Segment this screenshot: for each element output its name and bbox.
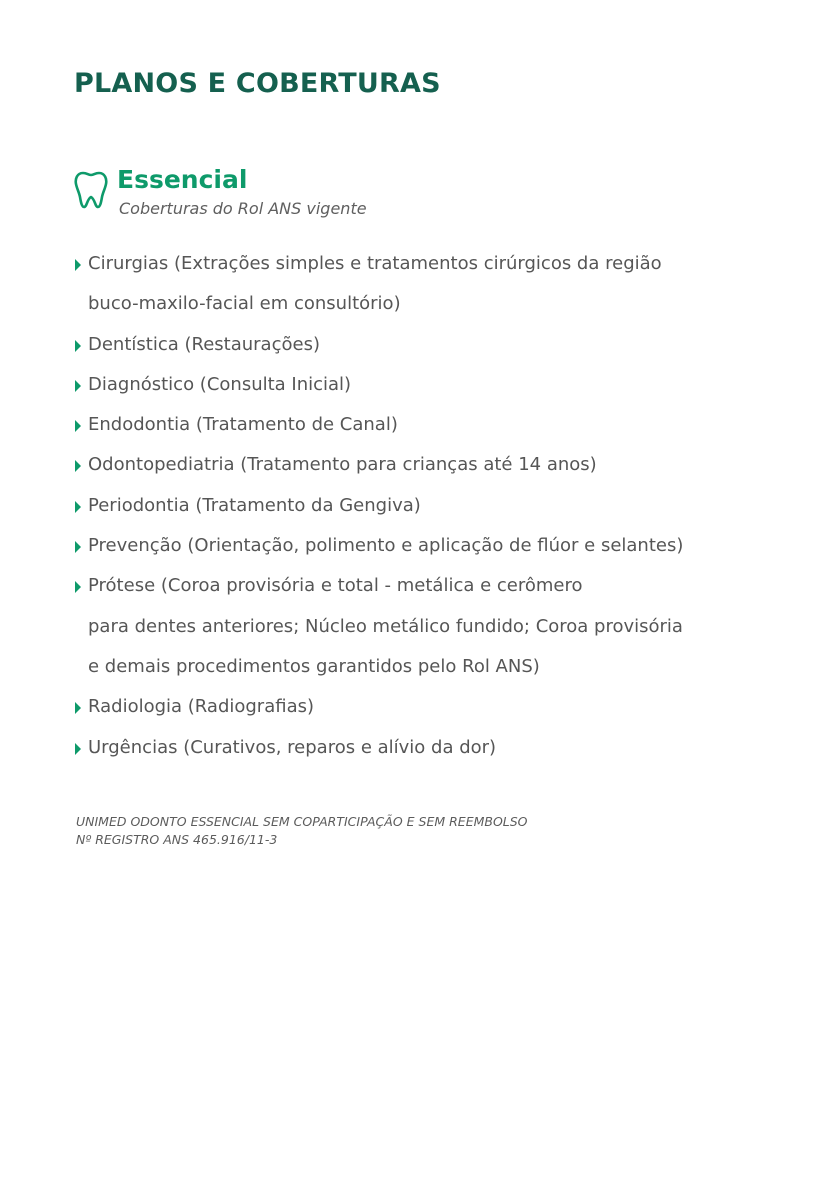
coverage-text-line: Endodontia (Tratamento de Canal): [88, 414, 398, 436]
bullet-arrow-icon: [75, 460, 81, 472]
coverage-item: [75, 405, 755, 445]
bullet-arrow-icon: [75, 340, 81, 352]
coverage-item: [75, 728, 755, 768]
coverage-list: [75, 244, 755, 768]
coverage-text-line: Prevenção (Orientação, polimento e aplicação de flúor e selantes): [88, 535, 684, 557]
coverage-item: [75, 325, 755, 365]
bullet-arrow-icon: [75, 581, 81, 593]
page-title: PLANOS E COBERTURAS: [74, 68, 441, 99]
footer-note: [76, 813, 528, 849]
coverage-text-line: Prótese (Coroa provisória e total - metálica e cerômero: [88, 575, 583, 597]
coverage-item: [75, 365, 755, 405]
bullet-arrow-icon: [75, 541, 81, 553]
coverage-item: [75, 566, 755, 687]
plan-subtitle: Coberturas do Rol ANS vigente: [119, 199, 367, 218]
coverage-text-line: Odontopediatria (Tratamento para crianças até 14 anos): [88, 454, 597, 476]
coverage-item: [75, 526, 755, 566]
bullet-arrow-icon: [75, 501, 81, 513]
bullet-arrow-icon: [75, 420, 81, 432]
plan-name: Essencial: [117, 165, 248, 194]
footer-line-1: UNIMED ODONTO ESSENCIAL SEM COPARTICIPAÇÃO E SEM REEMBOLSO: [76, 814, 528, 829]
coverage-text-line: para dentes anteriores; Núcleo metálico fundido; Coroa provisória: [88, 615, 683, 637]
bullet-arrow-icon: [75, 743, 81, 755]
coverage-text-line: Cirurgias (Extrações simples e tratamentos cirúrgicos da região: [88, 253, 662, 274]
coverage-text-line: buco-maxilo-facial em consultório): [88, 293, 401, 315]
tooth-icon: [74, 170, 108, 210]
coverage-text-line: Radiologia (Radiografias): [88, 696, 315, 718]
bullet-arrow-icon: [75, 259, 81, 271]
coverage-text-line: e demais procedimentos garantidos pelo Rol ANS): [88, 655, 540, 677]
coverage-item: [75, 244, 755, 325]
coverage-text-line: Urgências (Curativos, reparos e alívio da dor): [88, 736, 497, 758]
footer-line-2: Nº REGISTRO ANS 465.916/11-3: [76, 832, 278, 847]
coverage-text-line: Periodontia (Tratamento da Gengiva): [88, 494, 421, 516]
bullet-arrow-icon: [75, 380, 81, 392]
coverage-text-line: Dentística (Restaurações): [88, 333, 320, 355]
coverage-item: [75, 486, 755, 526]
coverage-text-line: Diagnóstico (Consulta Inicial): [88, 373, 352, 395]
coverage-item: [75, 445, 755, 485]
bullet-arrow-icon: [75, 702, 81, 714]
coverage-item: [75, 687, 755, 727]
